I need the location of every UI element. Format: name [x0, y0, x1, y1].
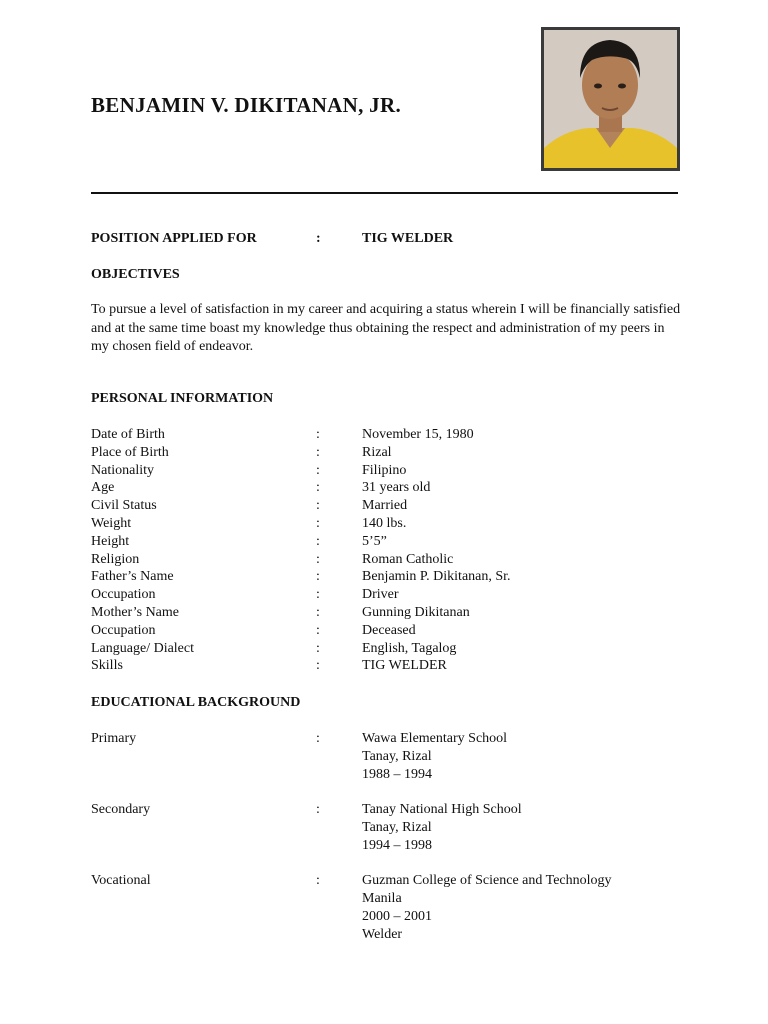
personal-value: Gunning Dikitanan	[362, 605, 470, 620]
personal-colon: :	[316, 427, 320, 442]
personal-value: Deceased	[362, 622, 416, 638]
personal-label: Place of Birth	[91, 444, 169, 460]
education-heading: EDUCATIONAL BACKGROUND	[91, 695, 301, 710]
objectives-text: To pursue a level of satisfaction in my career and acquiring a status wherein I will be financially satisfied and at the same time boast my knowledge thus obtaining the respect and administration of my peers in my chosen field of endeavor.	[91, 302, 681, 354]
personal-label: Mother’s Name	[91, 605, 179, 620]
personal-value: Driver	[362, 587, 399, 603]
personal-colon: :	[316, 516, 320, 531]
personal-label: Occupation	[91, 587, 156, 603]
personal-colon: :	[316, 551, 320, 567]
position-value: TIG WELDER	[362, 231, 454, 246]
education-detail-line: Tanay, Rizal	[362, 820, 432, 835]
portrait-image	[544, 30, 677, 168]
personal-label: Religion	[91, 551, 140, 567]
education-detail-line: Tanay National High School	[362, 802, 522, 817]
education-level-label: Vocational	[91, 873, 151, 888]
objectives-heading: OBJECTIVES	[91, 267, 180, 282]
personal-colon: :	[316, 605, 320, 620]
personal-label: Age	[91, 480, 115, 496]
education-detail-line: Manila	[362, 891, 402, 906]
education-detail-line: Guzman College of Science and Technology	[362, 873, 612, 888]
personal-colon: :	[316, 658, 320, 674]
personal-colon: :	[316, 587, 320, 603]
personal-label: Skills	[91, 658, 123, 674]
education-level-label: Primary	[91, 731, 137, 746]
personal-value: Roman Catholic	[362, 551, 454, 567]
personal-value: 31 years old	[362, 480, 431, 496]
personal-label: Language/ Dialect	[91, 640, 195, 656]
personal-value: November 15, 1980	[362, 427, 474, 442]
personal-colon: :	[316, 640, 320, 656]
position-label: POSITION APPLIED FOR	[91, 231, 257, 246]
applicant-photo	[541, 27, 680, 171]
personal-value: TIG WELDER	[362, 658, 447, 674]
position-colon: :	[316, 231, 321, 246]
personal-label: Civil Status	[91, 498, 157, 514]
education-colon: :	[316, 873, 320, 888]
education-colon: :	[316, 731, 320, 746]
personal-colon: :	[316, 444, 320, 460]
education-level-label: Secondary	[91, 802, 151, 817]
education-detail-line: Tanay, Rizal	[362, 749, 432, 764]
personal-value: Married	[362, 498, 408, 514]
education-detail-line: 1988 – 1994	[362, 767, 432, 782]
personal-label: Occupation	[91, 622, 156, 638]
personal-colon: :	[316, 498, 320, 514]
education-detail-line: 2000 – 2001	[362, 909, 432, 924]
personal-value: 5’5”	[362, 533, 387, 549]
personal-label: Nationality	[91, 462, 154, 478]
personal-value: English, Tagalog	[362, 640, 457, 656]
personal-colon: :	[316, 533, 320, 549]
personal-value: 140 lbs.	[362, 516, 407, 531]
education-colon: :	[316, 802, 320, 817]
personal-value: Rizal	[362, 444, 392, 460]
education-detail-line: 1994 – 1998	[362, 838, 432, 853]
personal-colon: :	[316, 622, 320, 638]
personal-colon: :	[316, 462, 320, 478]
education-detail-line: Welder	[362, 927, 403, 942]
header-divider	[91, 192, 678, 194]
applicant-name: BENJAMIN V. DIKITANAN, JR.	[91, 93, 402, 117]
personal-value: Filipino	[362, 462, 407, 478]
personal-label: Date of Birth	[91, 427, 165, 442]
personal-colon: :	[316, 480, 320, 496]
personal-info-heading: PERSONAL INFORMATION	[91, 391, 274, 406]
personal-label: Height	[91, 533, 130, 549]
personal-label: Weight	[91, 516, 132, 531]
education-detail-line: Wawa Elementary School	[362, 731, 508, 746]
personal-colon: :	[316, 569, 320, 585]
personal-value: Benjamin P. Dikitanan, Sr.	[362, 569, 511, 585]
personal-label: Father’s Name	[91, 569, 174, 585]
